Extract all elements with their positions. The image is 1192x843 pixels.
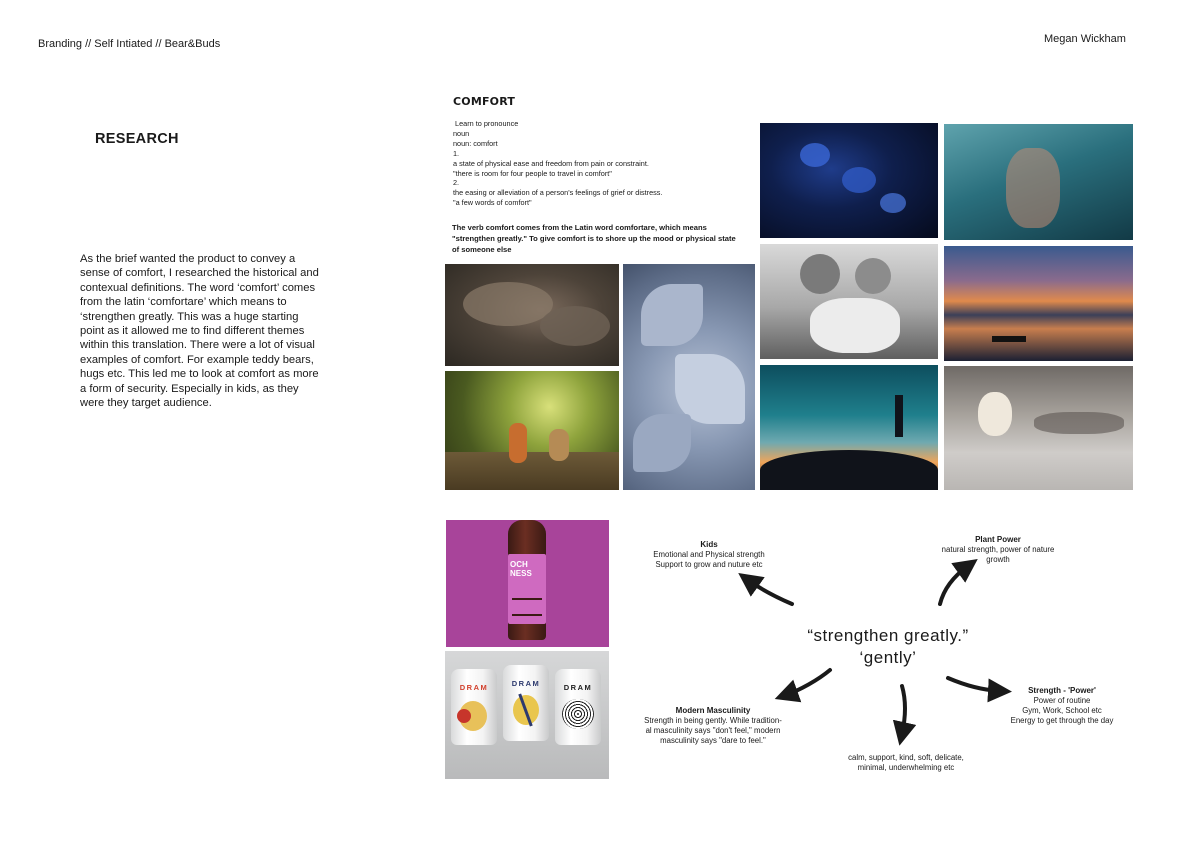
arrow-to-qualities [902,686,905,734]
can-brand: DRAM [511,679,541,688]
node-kids-line: Support to grow and nuture etc [655,560,763,569]
comfort-title: COMFORT [453,95,516,108]
node-masculinity-title: Modern Masculinity [675,706,751,715]
definition-line: noun: comfort [453,138,498,148]
node-masculinity-line: al masculinity says "don't feel," modern [645,726,781,735]
research-title: RESEARCH [95,131,179,147]
definition-line: "a few words of comfort" [453,198,532,208]
node-bottom-line: calm, support, kind, soft, delicate, [848,753,964,762]
node-power-line: Gym, Work, School etc [1022,706,1102,715]
bottle-brand-line2: NESS [510,569,532,578]
arrow-to-power [948,678,1000,691]
definition-line: the easing or alleviation of a person's feelings of grief or distress. [453,188,663,198]
arrow-to-masculinity [786,670,830,695]
node-bottom-line: minimal, underwhelming etc [857,763,955,772]
breadcrumb: Branding // Self Intiated // Bear&Buds [38,38,221,50]
node-power-title: Strength - 'Power' [1028,686,1096,695]
arrow-to-kids [748,580,792,604]
definition-line: a state of physical ease and freedom from pain or constraint. [453,158,649,168]
definition-line: 1. [453,148,460,158]
latin-note: The verb comfort comes from the Latin word comfortare, which means "strengthen greatly." To give comfort is to shore up the mood or physical state of someone else [452,223,736,254]
node-plant-line: natural strength, power of nature [941,545,1055,554]
can-brand: DRAM [563,683,593,692]
node-kids-title: Kids [700,540,718,549]
node-kids-line: Emotional and Physical strength [653,550,765,559]
definition-line: "there is room for four people to travel in comfort" [453,168,612,178]
definition-line: noun [453,128,470,138]
node-masculinity-line: Strength in being gently. While tradition- [644,716,782,725]
node-plant-line: growth [986,555,1010,564]
node-power-line: Energy to get through the day [1010,716,1114,725]
arrow-to-plant-power [940,566,968,604]
research-body: As the brief wanted the product to convey a sense of comfort, I researched the historical and contexual definitions. The word ‘comfort’ comes from the latin ‘comfortare’ which means to ‘strengthen greatly. This was a huge starting point as it allowed me to find different themes within this translation. There were a lot of visual examples of comfort. For example teddy bears, hugs etc. This led me to look at comfort as more a form of security. Especially in kids, as they were they target audience. [80,253,319,410]
node-power-line: Power of routine [1033,696,1091,705]
node-plant-title: Plant Power [975,535,1021,544]
bottle-brand-line1: OCH [510,560,528,569]
node-masculinity-line: masculinity says "dare to feel." [660,736,766,745]
author-name: Megan Wickham [1044,33,1126,45]
can-brand: DRAM [459,683,489,692]
mindmap-center-line2: ‘gently’ [859,648,917,667]
definition-line: Learn to pronounce [453,119,519,128]
definition-line: 2. [453,178,460,188]
mindmap-center-line1: “strengthen greatly.” [807,626,969,645]
